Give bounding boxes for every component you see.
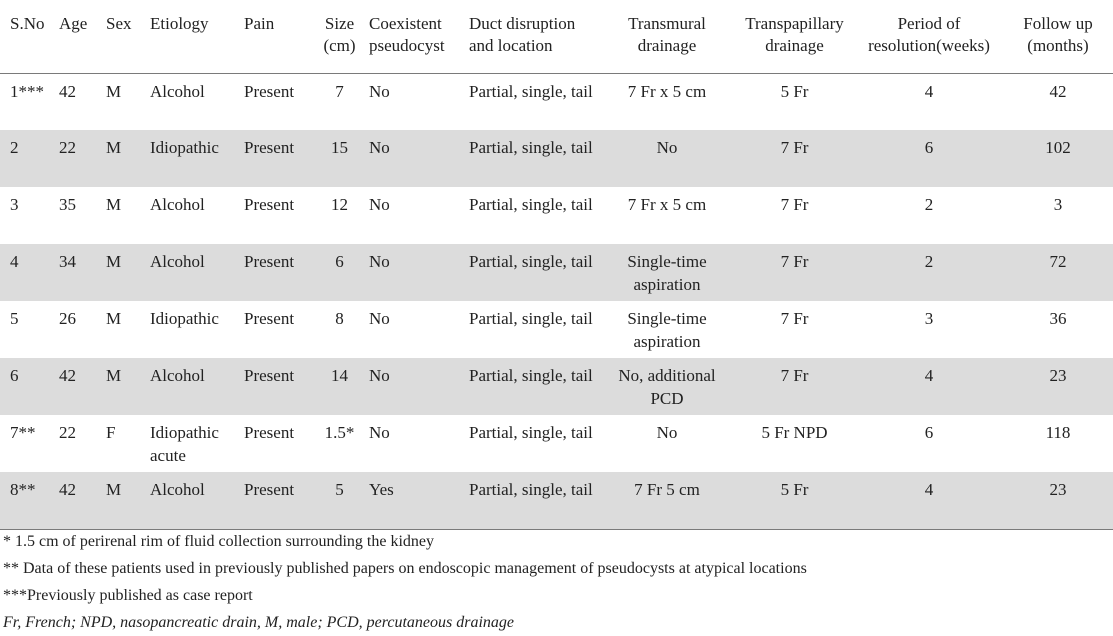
cell-duct-disruption: Partial, single, tail (469, 138, 593, 157)
cell-duct-disruption: Partial, single, tail (469, 81, 593, 101)
cell-sno: 3 (10, 195, 19, 214)
cell-duct-disruption: Partial, single, tail (469, 423, 593, 442)
cell-age: 35 (59, 195, 76, 214)
cell-sex: M (106, 138, 122, 157)
cell-sex: F (106, 423, 116, 442)
cell-size: 7 (335, 81, 344, 101)
cell-period-of-resolution: 3 (924, 309, 934, 328)
cell-sno: 6 (10, 366, 19, 385)
cell-sno: 1*** (10, 81, 44, 101)
cell-transmural-drainage: Single-time aspiration (627, 309, 707, 351)
cell-size: 6 (335, 252, 344, 271)
cell-age: 22 (59, 138, 76, 157)
cell-pain: Present (244, 138, 295, 157)
cell-follow-up: 42 (1049, 81, 1067, 101)
cell-period-of-resolution: 4 (924, 366, 934, 385)
cell-duct-disruption: Partial, single, tail (469, 195, 593, 214)
cell-age: 42 (59, 81, 76, 101)
header-etiology: Etiology (146, 0, 240, 73)
cell-coexistent-pseudocyst: No (369, 81, 390, 101)
header-sno: S.No (0, 0, 55, 73)
footnote-double-star: ** Data of these patients used in previously published papers on endoscopic management of pseudocysts at atypical locations (3, 560, 807, 577)
cell-pain: Present (244, 309, 295, 328)
cell-duct-disruption: Partial, single, tail (469, 252, 593, 271)
cell-coexistent-pseudocyst: Yes (365, 472, 465, 529)
cell-coexistent-pseudocyst: No (369, 366, 390, 385)
header-sex: Sex (102, 0, 146, 73)
cell-transmural-drainage: No, additional PCD (618, 366, 716, 408)
cell-duct-disruption: Partial, single, tail (469, 309, 593, 328)
table-row (0, 358, 1113, 415)
cell-pain: Present (244, 81, 295, 101)
table-row (0, 73, 1113, 130)
cell-period-of-resolution: 6 (924, 138, 934, 157)
cell-sex: M (106, 81, 122, 101)
cell-duct-disruption: Partial, single, tail (465, 472, 600, 529)
cell-transpapillary-drainage: 7 Fr (780, 138, 809, 157)
cell-transpapillary-drainage: 7 Fr (780, 252, 809, 271)
cell-transmural-drainage: 7 Fr x 5 cm (627, 81, 707, 101)
cell-follow-up: 23 (1003, 472, 1113, 529)
cell-sno: 4 (10, 252, 19, 271)
table-row (0, 301, 1113, 358)
cell-coexistent-pseudocyst: No (369, 252, 390, 271)
cell-sno: 7** (10, 423, 36, 442)
header-age: Age (55, 0, 102, 73)
cell-transmural-drainage: Single-time aspiration (627, 252, 707, 294)
cell-age: 42 (59, 366, 76, 385)
footnotes (0, 528, 807, 636)
cell-sno: 2 (10, 138, 19, 157)
cell-transmural-drainage: No (656, 138, 678, 157)
cell-follow-up: 23 (1049, 366, 1067, 385)
table-row (0, 415, 1113, 472)
header-follow-up: Follow up (months) (1003, 0, 1113, 73)
table-row (0, 244, 1113, 301)
cell-period-of-resolution: 4 (855, 472, 1003, 529)
cell-size: 15 (331, 138, 348, 157)
cell-size: 14 (331, 366, 348, 385)
cell-etiology: Idiopathic (150, 138, 219, 157)
cell-sno: 8** (0, 472, 55, 529)
cell-follow-up: 3 (1053, 195, 1063, 214)
table-row (0, 130, 1113, 187)
cell-transmural-drainage: No (656, 423, 678, 442)
cell-etiology: Idiopathic (150, 309, 219, 328)
cell-pain: Present (244, 366, 295, 385)
cell-etiology: Alcohol (150, 195, 205, 214)
cell-size: 12 (331, 195, 348, 214)
header-pain: Pain (240, 0, 314, 73)
cell-follow-up: 72 (1049, 252, 1067, 271)
cell-age: 26 (59, 309, 76, 328)
cell-pain: Present (244, 423, 295, 442)
cell-period-of-resolution: 2 (924, 252, 934, 271)
header-duct-disruption: Duct disruption and location (465, 0, 600, 73)
cell-coexistent-pseudocyst: No (369, 138, 390, 157)
cell-age: 22 (59, 423, 76, 442)
cell-transpapillary-drainage: 5 Fr (780, 81, 809, 101)
cell-follow-up: 102 (1045, 138, 1071, 157)
header-size: Size (cm) (314, 0, 365, 73)
cell-duct-disruption: Partial, single, tail (469, 366, 593, 385)
footnote-single-star: * 1.5 cm of perirenal rim of fluid collection surrounding the kidney (3, 533, 434, 550)
cell-etiology: Alcohol (150, 366, 205, 385)
cell-coexistent-pseudocyst: No (369, 309, 390, 328)
cell-age: 34 (59, 252, 76, 271)
cell-transpapillary-drainage: 7 Fr (780, 195, 809, 214)
footnote-abbreviations: Fr, French; NPD, nasopancreatic drain, M, male; PCD, percutaneous drainage (3, 614, 515, 631)
footnote-triple-star: ***Previously published as case report (3, 587, 253, 604)
cell-etiology: Idiopathic acute (150, 423, 219, 465)
cell-etiology: Alcohol (150, 252, 205, 271)
cell-transmural-drainage: 7 Fr 5 cm (600, 472, 734, 529)
cell-size: 1.5* (324, 423, 355, 442)
cell-coexistent-pseudocyst: No (369, 423, 390, 442)
cell-size: 5 (314, 472, 365, 529)
cell-follow-up: 36 (1049, 309, 1067, 328)
cell-size: 8 (335, 309, 344, 328)
cell-period-of-resolution: 6 (924, 423, 934, 442)
cell-sex: M (106, 252, 122, 271)
cell-age: 42 (55, 472, 102, 529)
cell-transpapillary-drainage: 5 Fr NPD (761, 423, 828, 442)
table-body (0, 73, 1113, 529)
cell-pain: Present (240, 472, 314, 529)
cell-coexistent-pseudocyst: No (369, 195, 390, 214)
header-coexistent-pseudocyst: Coexistent pseudocyst (365, 0, 465, 73)
table-header-row (0, 0, 1113, 73)
cell-sex: M (106, 366, 122, 385)
cell-sex: M (106, 195, 122, 214)
cell-transpapillary-drainage: 5 Fr (734, 472, 855, 529)
cell-transmural-drainage: 7 Fr x 5 cm (627, 195, 707, 214)
table-row (0, 187, 1113, 244)
header-transpapillary-drainage: Transpapillary drainage (734, 0, 855, 73)
table-row (0, 472, 1113, 529)
cell-pain: Present (244, 195, 295, 214)
cell-transpapillary-drainage: 7 Fr (780, 309, 809, 328)
cell-sex: M (106, 309, 122, 328)
cell-transpapillary-drainage: 7 Fr (780, 366, 809, 385)
header-period-of-resolution: Period of resolution(weeks) (855, 0, 1003, 73)
cell-etiology: Alcohol (146, 472, 240, 529)
cell-pain: Present (244, 252, 295, 271)
header-transmural-drainage: Transmural drainage (600, 0, 734, 73)
cell-etiology: Alcohol (150, 81, 205, 101)
cell-period-of-resolution: 2 (924, 195, 934, 214)
cell-period-of-resolution: 4 (924, 81, 934, 101)
cell-sex: M (102, 472, 146, 529)
cell-follow-up: 118 (1045, 423, 1071, 442)
cell-sno: 5 (10, 309, 19, 328)
